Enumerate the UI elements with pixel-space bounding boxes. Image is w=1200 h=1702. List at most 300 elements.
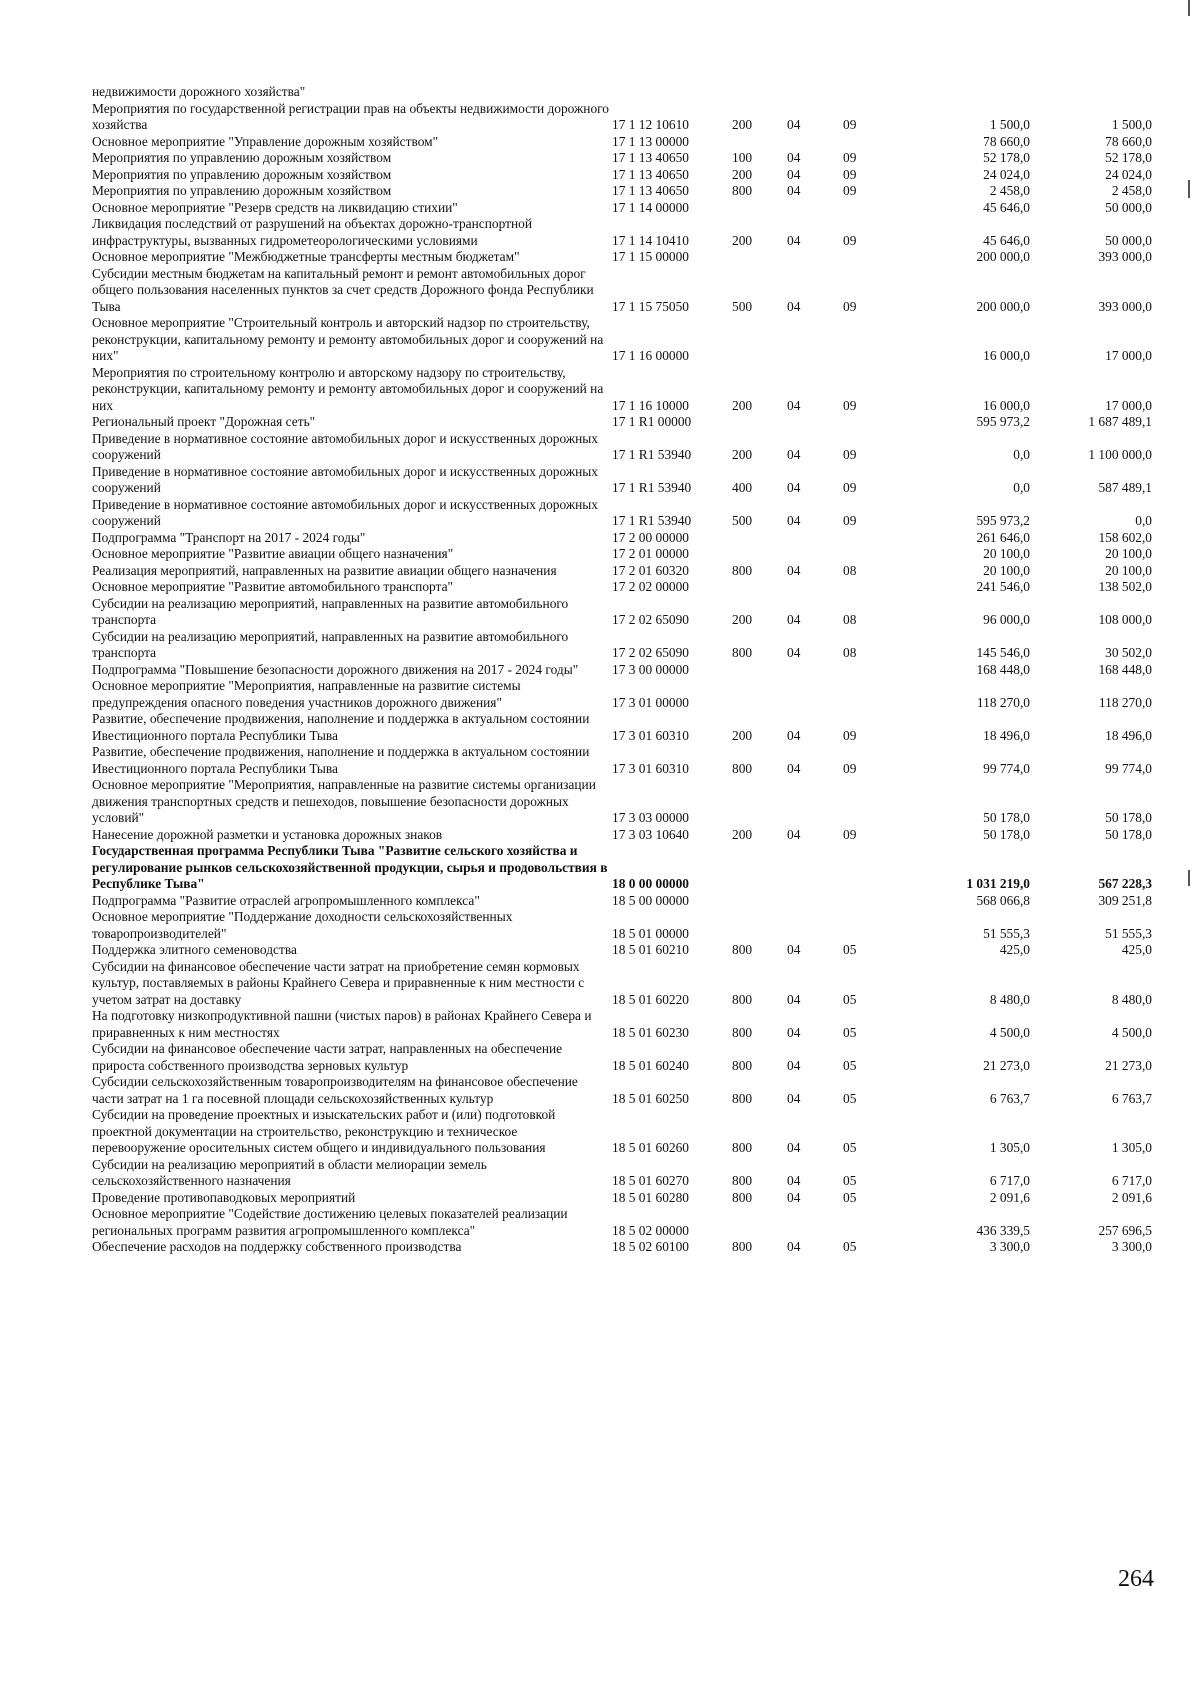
table-row <box>92 101 1152 134</box>
row-subsection: 08 <box>843 612 857 627</box>
row-name: Проведение противопаводковых мероприятий <box>92 1189 356 1205</box>
row-target-code: 17 1 16 10000 <box>612 397 689 413</box>
row-name: Мероприятия по управлению дорожным хозяйством <box>92 166 392 182</box>
row-section: 04 <box>787 942 801 957</box>
row-amount-1: 21 273,0 <box>983 1057 1030 1073</box>
row-section: 04 <box>787 183 801 198</box>
row-amount-2: 257 696,5 <box>1098 1222 1152 1238</box>
row-subsection: 05 <box>843 1024 857 1040</box>
row-expense-type: 200 <box>732 612 753 627</box>
table-row <box>92 167 1152 184</box>
table-row <box>92 497 1152 530</box>
row-amount-2: 0,0 <box>1135 513 1152 528</box>
row-expense-type: 800 <box>732 760 753 776</box>
row-amount-2: 567 228,3 <box>1098 876 1152 891</box>
row-amount-1: 241 546,0 <box>976 579 1030 594</box>
row-amount-2: 17 000,0 <box>1105 397 1152 413</box>
table-row <box>92 942 1152 959</box>
row-target-code: 17 3 01 60310 <box>612 760 689 776</box>
row-subsection: 09 <box>843 397 857 413</box>
row-name: Субсидии на финансовое обеспечение части затрат, направленных на обеспечение прироста собственного производства зерновых культур <box>92 1041 563 1073</box>
row-amount-1: 50 178,0 <box>983 810 1030 825</box>
table-row <box>92 893 1152 910</box>
row-amount-1: 3 300,0 <box>989 1239 1030 1254</box>
row-amount-2: 587 489,1 <box>1098 480 1152 495</box>
row-name: недвижимости дорожного хозяйства" <box>92 84 306 99</box>
row-name: Региональный проект "Дорожная сеть" <box>92 414 316 429</box>
row-expense-type: 800 <box>732 1090 753 1106</box>
row-target-code: 17 2 00 00000 <box>612 529 689 545</box>
row-amount-2: 4 500,0 <box>1111 1024 1152 1040</box>
row-amount-1: 16 000,0 <box>983 397 1030 413</box>
row-amount-1: 45 646,0 <box>983 199 1030 215</box>
row-amount-2: 30 502,0 <box>1105 645 1152 660</box>
row-amount-1: 6 717,0 <box>989 1173 1030 1188</box>
row-subsection <box>843 909 903 942</box>
row-expense-type <box>732 662 787 679</box>
row-target-code: 18 0 00 00000 <box>612 876 689 891</box>
row-name: Мероприятия по государственной регистрации прав на объекты недвижимости дорожного хозяйства <box>92 100 610 132</box>
row-amount-1: 50 178,0 <box>983 826 1030 842</box>
row-expense-type: 200 <box>732 727 753 743</box>
row-expense-type: 200 <box>732 397 753 413</box>
row-name: Основное мероприятие "Развитие авиации общего назначения" <box>92 546 454 561</box>
row-expense-type <box>732 249 787 266</box>
row-section <box>787 1206 843 1239</box>
row-amount-1: 45 646,0 <box>983 232 1030 248</box>
table-row <box>92 1157 1152 1190</box>
table-row <box>92 1074 1152 1107</box>
row-amount-1: 52 178,0 <box>983 150 1030 165</box>
row-name: Приведение в нормативное состояние автомобильных дорог и искусственных дорожных сооружений <box>92 430 598 462</box>
row-subsection: 09 <box>843 447 857 462</box>
row-amount-2: 2 091,6 <box>1111 1189 1152 1205</box>
row-amount-1: 6 763,7 <box>989 1090 1030 1106</box>
row-name: Субсидии на реализацию мероприятий, направленных на развитие автомобильного транспорта <box>92 595 569 627</box>
row-expense-type <box>732 200 787 217</box>
row-amount-1: 145 546,0 <box>976 645 1030 660</box>
row-amount-2: 21 273,0 <box>1105 1057 1152 1073</box>
row-section: 04 <box>787 1090 801 1106</box>
row-name: Субсидии на реализацию мероприятий в области мелиорации земель сельскохозяйственного назначения <box>92 1156 487 1188</box>
row-amount-2: 50 000,0 <box>1105 199 1152 215</box>
row-amount-1: 425,0 <box>999 942 1030 957</box>
row-amount-1: 595 973,2 <box>976 414 1030 429</box>
row-section: 04 <box>787 645 801 660</box>
row-subsection: 09 <box>843 513 857 528</box>
row-name: Основное мероприятие "Резерв средств на ликвидацию стихии" <box>92 199 458 215</box>
table-row <box>92 1041 1152 1074</box>
row-amount-2: 78 660,0 <box>1105 133 1152 149</box>
row-section: 04 <box>787 1239 801 1254</box>
row-expense-type: 800 <box>732 1189 753 1205</box>
row-target-code: 17 1 R1 00000 <box>612 414 692 429</box>
row-subsection: 05 <box>843 991 857 1007</box>
budget-sheet <box>92 84 1152 1256</box>
row-target-code: 17 1 16 00000 <box>612 348 689 363</box>
row-subsection <box>843 84 903 101</box>
row-target-code: 17 3 01 00000 <box>612 694 689 710</box>
row-section: 04 <box>787 991 801 1007</box>
row-expense-type <box>732 909 787 942</box>
row-section: 04 <box>787 1024 801 1040</box>
row-expense-type <box>732 84 787 101</box>
row-expense-type: 800 <box>732 183 753 198</box>
row-section <box>787 909 843 942</box>
row-target-code: 17 2 01 60320 <box>612 562 689 578</box>
row-subsection <box>843 893 903 910</box>
row-name: Подпрограмма "Повышение безопасности дорожного движения на 2017 - 2024 годы" <box>92 661 579 677</box>
row-subsection <box>843 134 903 151</box>
row-section: 04 <box>787 1189 801 1205</box>
row-amount-2: 8 480,0 <box>1111 991 1152 1007</box>
table-row <box>92 200 1152 217</box>
row-amount-1: 99 774,0 <box>983 760 1030 776</box>
row-amount-2: 6 717,0 <box>1111 1173 1152 1188</box>
table-row <box>92 150 1152 167</box>
table-row <box>92 777 1152 827</box>
row-expense-type: 800 <box>732 645 753 660</box>
row-expense-type <box>732 1206 787 1239</box>
table-row <box>92 84 1152 101</box>
row-target-code: 17 1 15 00000 <box>612 249 689 264</box>
row-subsection: 09 <box>843 760 857 776</box>
row-subsection: 05 <box>843 1239 857 1254</box>
row-amount-2: 51 555,3 <box>1105 925 1152 941</box>
row-name: Нанесение дорожной разметки и установка дорожных знаков <box>92 826 443 842</box>
row-amount-2: 3 300,0 <box>1111 1239 1152 1254</box>
row-name: Основное мероприятие "Управление дорожным хозяйством" <box>92 133 439 149</box>
row-expense-type: 400 <box>732 480 753 495</box>
table-row <box>92 183 1152 200</box>
row-section: 04 <box>787 562 801 578</box>
row-section: 04 <box>787 760 801 776</box>
row-section: 04 <box>787 166 801 182</box>
row-amount-1 <box>903 84 1030 101</box>
scan-edge-mark <box>1188 0 1190 16</box>
row-amount-2: 309 251,8 <box>1098 892 1152 908</box>
row-amount-1: 436 339,5 <box>976 1222 1030 1238</box>
row-expense-type <box>732 134 787 151</box>
row-subsection: 05 <box>843 942 857 957</box>
row-amount-2: 2 458,0 <box>1111 183 1152 198</box>
row-subsection <box>843 1206 903 1239</box>
row-amount-2: 108 000,0 <box>1098 612 1152 627</box>
row-expense-type <box>732 530 787 547</box>
row-amount-2: 18 496,0 <box>1105 727 1152 743</box>
row-amount-1: 16 000,0 <box>983 348 1030 363</box>
row-target-code: 17 3 00 00000 <box>612 661 689 677</box>
row-subsection: 09 <box>843 480 857 495</box>
row-target-code: 17 1 12 10610 <box>612 117 689 132</box>
row-section <box>787 200 843 217</box>
row-subsection <box>843 777 903 827</box>
row-section <box>787 530 843 547</box>
row-amount-1: 8 480,0 <box>989 991 1030 1007</box>
table-row <box>92 1107 1152 1157</box>
budget-table <box>92 84 1152 1256</box>
row-expense-type <box>732 678 787 711</box>
row-subsection: 08 <box>843 645 857 660</box>
row-amount-1: 118 270,0 <box>976 694 1030 710</box>
row-subsection <box>843 843 903 893</box>
row-target-code: 18 5 01 60280 <box>612 1189 689 1205</box>
row-name: Субсидии на реализацию мероприятий, направленных на развитие автомобильного транспорта <box>92 628 569 660</box>
row-subsection: 09 <box>843 150 857 165</box>
row-target-code: 17 1 13 40650 <box>612 183 689 198</box>
row-target-code: 17 2 02 00000 <box>612 579 689 594</box>
row-amount-2: 52 178,0 <box>1105 150 1152 165</box>
row-amount-2: 99 774,0 <box>1105 760 1152 776</box>
row-amount-1: 78 660,0 <box>983 133 1030 149</box>
row-target-code: 18 5 01 60270 <box>612 1173 689 1188</box>
row-section: 04 <box>787 1057 801 1073</box>
row-subsection <box>843 546 903 563</box>
table-row <box>92 596 1152 629</box>
table-row <box>92 959 1152 1009</box>
row-target-code: 17 3 03 10640 <box>612 826 689 842</box>
row-name: Основное мероприятие "Мероприятия, направленные на развитие системы организации движения транспортных средств и пешеходов, повышение безопасности дорожных условий" <box>92 777 596 825</box>
row-section: 04 <box>787 150 801 165</box>
row-amount-1: 261 646,0 <box>976 529 1030 545</box>
row-target-code: 17 3 01 60310 <box>612 727 689 743</box>
row-section <box>787 843 843 893</box>
row-section: 04 <box>787 117 801 132</box>
row-amount-1: 51 555,3 <box>983 925 1030 941</box>
row-expense-type: 800 <box>732 942 753 957</box>
row-subsection: 05 <box>843 1090 857 1106</box>
row-subsection <box>843 200 903 217</box>
row-amount-2: 168 448,0 <box>1098 661 1152 677</box>
row-name: Основное мероприятие "Межбюджетные трансферты местным бюджетам" <box>92 249 520 264</box>
row-target-code: 17 3 03 00000 <box>612 810 689 825</box>
row-name: Приведение в нормативное состояние автомобильных дорог и искусственных дорожных сооружений <box>92 463 598 495</box>
row-amount-2 <box>1030 84 1152 101</box>
row-expense-type: 200 <box>732 166 753 182</box>
row-section <box>787 678 843 711</box>
row-expense-type: 800 <box>732 991 753 1007</box>
row-name: Субсидии на проведение проектных и изыскательских работ и (или) подготовкой проектной документации на строительство, реконструкцию и техническое перевооружение оросительных систем общего и индивидуального пользования <box>92 1107 556 1155</box>
row-subsection <box>843 579 903 596</box>
row-expense-type: 800 <box>732 1057 753 1073</box>
row-name: Развитие, обеспечение продвижения, наполнение и поддержка в актуальном состоянии Ивестиционного портала Республики Тыва <box>92 744 590 776</box>
row-name: Субсидии местным бюджетам на капитальный ремонт и ремонт автомобильных дорог общего пользования населенных пунктов за счет средств Дорожного фонда Республики Тыва <box>92 265 594 314</box>
row-target-code: 18 5 01 60250 <box>612 1090 689 1106</box>
row-subsection <box>843 315 903 365</box>
row-section: 04 <box>787 480 801 495</box>
row-subsection <box>843 249 903 266</box>
table-row <box>92 134 1152 151</box>
row-subsection: 09 <box>843 826 857 842</box>
row-section: 04 <box>787 397 801 413</box>
row-amount-2: 50 178,0 <box>1105 810 1152 825</box>
row-subsection: 05 <box>843 1140 857 1155</box>
table-row <box>92 530 1152 547</box>
row-expense-type: 200 <box>732 826 753 842</box>
row-name: Реализация мероприятий, направленных на развитие авиации общего назначения <box>92 562 557 578</box>
row-target-code: 18 5 00 00000 <box>612 892 689 908</box>
row-amount-2: 20 100,0 <box>1105 562 1152 578</box>
row-target-code: 18 5 01 60220 <box>612 991 689 1007</box>
row-name: На подготовку низкопродуктивной пашни (чистых паров) в районах Крайнего Севера и приравненных к ним местностях <box>92 1008 592 1040</box>
row-target-code: 17 1 14 00000 <box>612 199 689 215</box>
row-target-code: 18 5 01 60210 <box>612 942 689 957</box>
row-target-code: 17 1 13 40650 <box>612 150 689 165</box>
row-expense-type <box>732 777 787 827</box>
row-expense-type: 100 <box>732 150 753 165</box>
row-amount-1: 2 458,0 <box>989 183 1030 198</box>
row-amount-2: 393 000,0 <box>1098 298 1152 314</box>
row-amount-1: 1 305,0 <box>989 1140 1030 1155</box>
row-expense-type: 500 <box>732 298 753 314</box>
row-amount-1: 200 000,0 <box>976 298 1030 314</box>
row-target-code: 18 5 01 60230 <box>612 1024 689 1040</box>
row-expense-type: 800 <box>732 1239 753 1254</box>
table-row <box>92 216 1152 249</box>
page-number: 264 <box>1118 1566 1154 1592</box>
row-subsection: 09 <box>843 117 857 132</box>
row-amount-1: 200 000,0 <box>976 249 1030 264</box>
row-target-code: 17 1 14 10410 <box>612 232 689 248</box>
row-name: Основное мероприятие "Строительный контроль и авторский надзор по строительству, реконструкции, капитальному ремонту и ремонту автомобильных дорог и сооружений на них" <box>92 315 604 363</box>
row-subsection <box>843 662 903 679</box>
row-section: 04 <box>787 826 801 842</box>
row-target-code: 17 1 15 75050 <box>612 298 689 314</box>
row-expense-type <box>732 843 787 893</box>
row-name: Поддержка элитного семеноводства <box>92 942 297 957</box>
row-amount-1: 24 024,0 <box>983 166 1030 182</box>
table-row <box>92 563 1152 580</box>
row-expense-type <box>732 579 787 596</box>
table-row <box>92 711 1152 744</box>
table-row <box>92 249 1152 266</box>
row-amount-2: 1 305,0 <box>1111 1140 1152 1155</box>
table-row <box>92 629 1152 662</box>
row-target-code: 18 5 02 00000 <box>612 1222 689 1238</box>
row-amount-2: 50 178,0 <box>1105 826 1152 842</box>
row-section <box>787 777 843 827</box>
row-section: 04 <box>787 298 801 314</box>
row-amount-1: 2 091,6 <box>989 1189 1030 1205</box>
row-section <box>787 414 843 431</box>
row-amount-1: 595 973,2 <box>976 513 1030 528</box>
row-subsection <box>843 678 903 711</box>
row-subsection <box>843 414 903 431</box>
row-amount-1: 0,0 <box>1013 480 1030 495</box>
row-amount-2: 158 602,0 <box>1098 529 1152 545</box>
row-expense-type <box>732 546 787 563</box>
row-amount-1: 4 500,0 <box>989 1024 1030 1040</box>
row-name: Государственная программа Республики Тыва "Развитие сельского хозяйства и регулирование рынков сельскохозяйственной продукции, сырья и продовольствия в Республике Тыва" <box>92 843 608 891</box>
row-amount-2: 17 000,0 <box>1105 348 1152 363</box>
row-amount-2: 50 000,0 <box>1105 232 1152 248</box>
row-name: Обеспечение расходов на поддержку собственного производства <box>92 1239 462 1254</box>
row-expense-type: 200 <box>732 117 753 132</box>
row-section <box>787 546 843 563</box>
row-name: Приведение в нормативное состояние автомобильных дорог и искусственных дорожных сооружений <box>92 496 598 528</box>
row-subsection <box>843 530 903 547</box>
row-amount-2: 118 270,0 <box>1098 694 1152 710</box>
row-subsection: 09 <box>843 166 857 182</box>
row-name: Основное мероприятие "Содействие достижению целевых показателей реализации региональных программ развития агропромышленного комплекса" <box>92 1206 568 1238</box>
table-row <box>92 546 1152 563</box>
row-section: 04 <box>787 727 801 743</box>
row-expense-type: 500 <box>732 513 753 528</box>
row-subsection: 05 <box>843 1173 857 1188</box>
row-target-code: 17 2 01 00000 <box>612 546 689 561</box>
row-section <box>787 893 843 910</box>
row-target-code: 18 5 01 60260 <box>612 1140 689 1155</box>
table-row <box>92 662 1152 679</box>
row-name: Мероприятия по строительному контролю и авторскому надзору по строительству, реконструкции, капитальному ремонту и ремонту автомобильных дорог и сооружений на них <box>92 364 604 413</box>
row-subsection: 09 <box>843 183 857 198</box>
table-row <box>92 678 1152 711</box>
row-expense-type: 800 <box>732 1173 753 1188</box>
row-subsection: 05 <box>843 1057 857 1073</box>
row-expense-type: 800 <box>732 1024 753 1040</box>
row-amount-1: 18 496,0 <box>983 727 1030 743</box>
row-section <box>787 579 843 596</box>
row-subsection: 08 <box>843 562 857 578</box>
row-amount-1: 168 448,0 <box>976 661 1030 677</box>
row-name: Мероприятия по управлению дорожным хозяйством <box>92 183 392 198</box>
row-target-code <box>612 84 732 101</box>
row-amount-1: 568 066,8 <box>976 892 1030 908</box>
table-row <box>92 315 1152 365</box>
row-section: 04 <box>787 447 801 462</box>
row-amount-2: 425,0 <box>1121 942 1152 957</box>
row-amount-1: 1 500,0 <box>989 117 1030 132</box>
scan-edge-mark <box>1188 870 1190 886</box>
table-row <box>92 1239 1152 1256</box>
table-row <box>92 909 1152 942</box>
table-row <box>92 744 1152 777</box>
row-amount-1: 96 000,0 <box>983 612 1030 627</box>
row-amount-2: 1 500,0 <box>1111 117 1152 132</box>
row-subsection: 05 <box>843 1189 857 1205</box>
row-target-code: 18 5 02 60100 <box>612 1239 689 1254</box>
row-target-code: 17 1 R1 53940 <box>612 513 692 528</box>
row-section: 04 <box>787 612 801 627</box>
row-expense-type: 200 <box>732 447 753 462</box>
row-name: Субсидии сельскохозяйственным товаропроизводителям на финансовое обеспечение части затрат на 1 га посевной площади сельскохозяйственных культур <box>92 1074 578 1106</box>
row-section <box>787 315 843 365</box>
row-expense-type: 800 <box>732 1140 753 1155</box>
row-amount-1: 0,0 <box>1013 447 1030 462</box>
row-expense-type <box>732 414 787 431</box>
table-row <box>92 1206 1152 1239</box>
row-name: Ликвидация последствий от разрушений на объектах дорожно-транспортной инфраструктуры, вызванных гидрометеорологическими условиями <box>92 216 532 248</box>
table-row <box>92 464 1152 497</box>
row-amount-1: 1 031 219,0 <box>966 876 1030 891</box>
row-name: Основное мероприятие "Мероприятия, направленные на развитие системы предупреждения опасного поведения участников дорожного движения" <box>92 678 521 710</box>
table-row <box>92 579 1152 596</box>
row-target-code: 17 1 R1 53940 <box>612 447 692 462</box>
row-name: Мероприятия по управлению дорожным хозяйством <box>92 150 392 165</box>
table-row <box>92 1008 1152 1041</box>
row-expense-type <box>732 315 787 365</box>
row-section <box>787 84 843 101</box>
row-amount-2: 6 763,7 <box>1111 1090 1152 1106</box>
table-row <box>92 266 1152 316</box>
row-subsection: 09 <box>843 298 857 314</box>
row-target-code: 18 5 01 60240 <box>612 1057 689 1073</box>
row-target-code: 17 1 13 40650 <box>612 166 689 182</box>
row-amount-2: 393 000,0 <box>1098 249 1152 264</box>
row-amount-2: 20 100,0 <box>1105 546 1152 561</box>
row-amount-2: 1 100 000,0 <box>1088 447 1152 462</box>
row-target-code: 17 1 13 00000 <box>612 133 689 149</box>
